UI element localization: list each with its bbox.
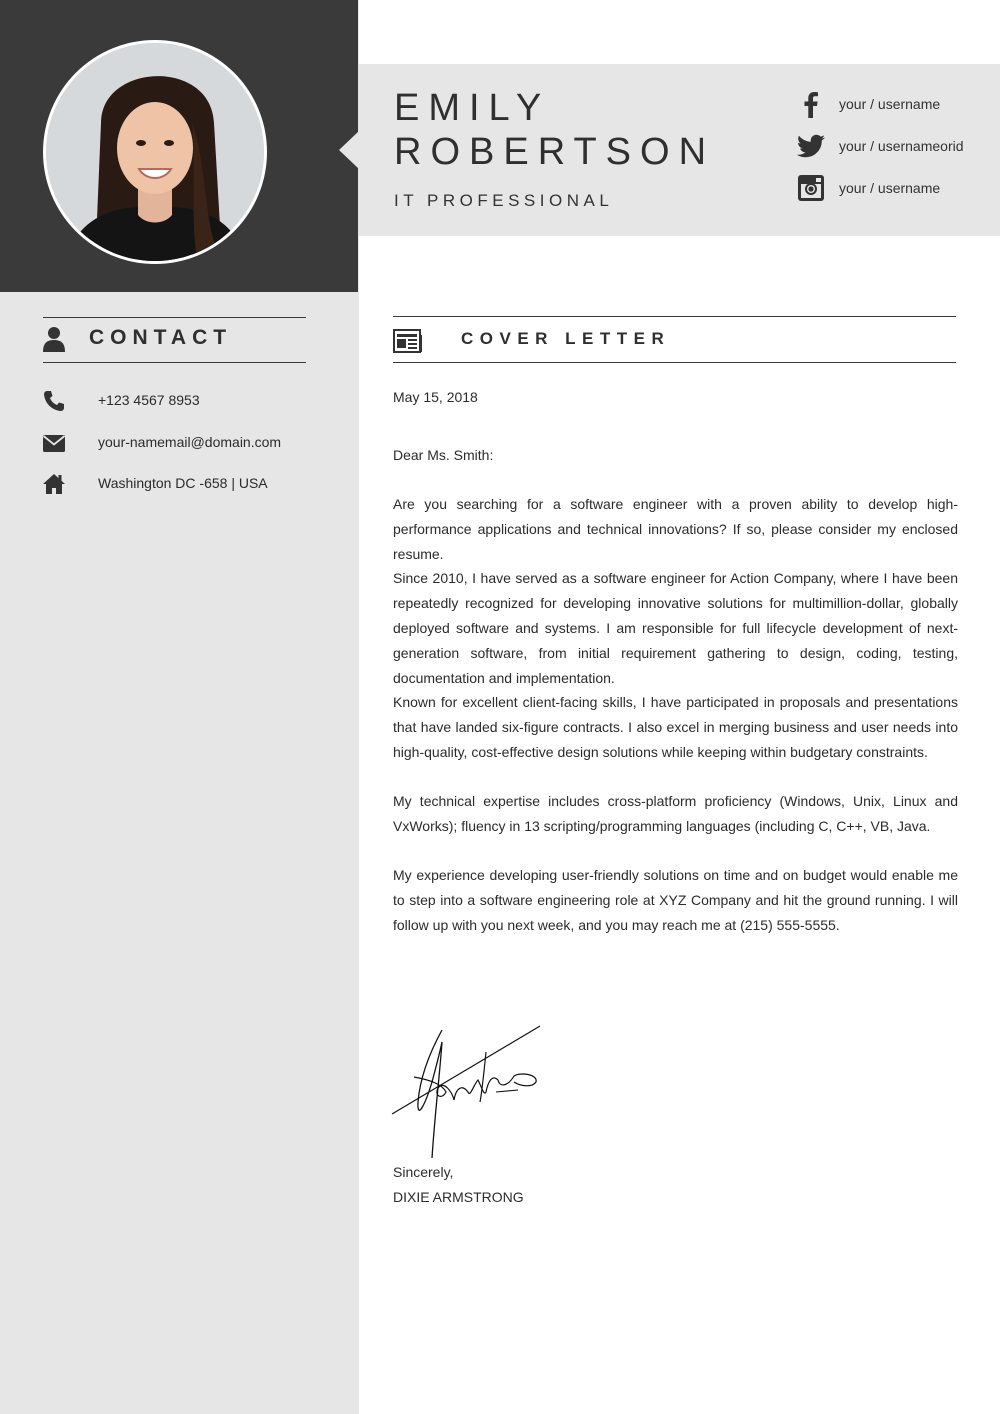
letter-rule-bottom — [393, 362, 956, 363]
signer-name: DIXIE ARMSTRONG — [393, 1189, 524, 1205]
phone-icon — [42, 389, 66, 413]
twitter-icon — [795, 130, 827, 162]
contact-rule-top — [43, 317, 306, 318]
letter-rule-top — [393, 316, 956, 317]
contact-heading: CONTACT — [89, 326, 233, 349]
portrait-image — [46, 43, 264, 261]
phone-number: +123 4567 8953 — [98, 392, 200, 408]
profile-photo — [43, 40, 267, 264]
social-twitter[interactable] — [795, 130, 995, 162]
letter-paragraph: Since 2010, I have served as a software engineer for Action Company, where I have been repeatedly recognized for developing innovative solutions for multimillion-dollar, globally deployed software and systems. I am responsible for full lifecycle development of next-generation software, from initial requirement gathering to design, coding, testing, documentation and implementation. — [393, 570, 958, 686]
job-title: IT PROFESSIONAL — [394, 191, 614, 210]
contact-address — [42, 472, 342, 496]
letter-salutation: Dear Ms. Smith: — [393, 447, 494, 463]
contact-email[interactable] — [42, 431, 342, 455]
social-instagram[interactable] — [795, 172, 995, 204]
facebook-icon — [795, 88, 827, 120]
header-pointer — [339, 131, 359, 169]
cover-letter-heading: COVER LETTER — [461, 329, 671, 348]
postal-address: Washington DC -658 | USA — [98, 475, 268, 491]
letter-paragraph: My technical expertise includes cross-platform proficiency (Windows, Unix, Linux and VxWorks); fluency in 13 scripting/programming languages (including C, C++, VB, Java. — [393, 793, 958, 834]
contact-phone — [42, 389, 342, 413]
letter-paragraph: Known for excellent client-facing skills, I have participated in proposals and presentations that have landed six-figure contracts. I also excel in merging business and user needs into high-quality, cost-effective design solutions while keeping within budgetary constraints. — [393, 694, 958, 760]
letter-date: May 15, 2018 — [393, 389, 478, 405]
instagram-icon — [795, 172, 827, 204]
instagram-handle[interactable]: your / username — [839, 180, 941, 196]
person-icon — [43, 326, 65, 352]
email-address[interactable]: your-namemail@domain.com — [98, 434, 282, 450]
first-name: EMILY — [394, 87, 551, 129]
letter-paragraph: Are you searching for a software engineer with a proven ability to develop high-performance applications and technical innovations? If so, please consider my enclosed resume. — [393, 496, 958, 562]
home-icon — [42, 472, 66, 496]
twitter-handle[interactable]: your / usernameorid — [839, 138, 964, 154]
last-name: ROBERTSON — [394, 131, 716, 173]
social-facebook[interactable] — [795, 88, 995, 120]
letter-paragraph: My experience developing user-friendly solutions on time and on budget would enable me to step into a software engineering role at XYZ Company and hit the ground running. I will follow up with you next week, and you may reach me at (215) 555-5555. — [393, 867, 958, 933]
avatar — [46, 43, 264, 261]
letter-closing: Sincerely, — [393, 1164, 454, 1180]
contact-rule-bottom — [43, 362, 306, 363]
handwritten-signature — [390, 1022, 550, 1162]
envelope-icon — [42, 431, 66, 455]
facebook-handle[interactable]: your / username — [839, 96, 941, 112]
newspaper-icon — [393, 329, 423, 354]
